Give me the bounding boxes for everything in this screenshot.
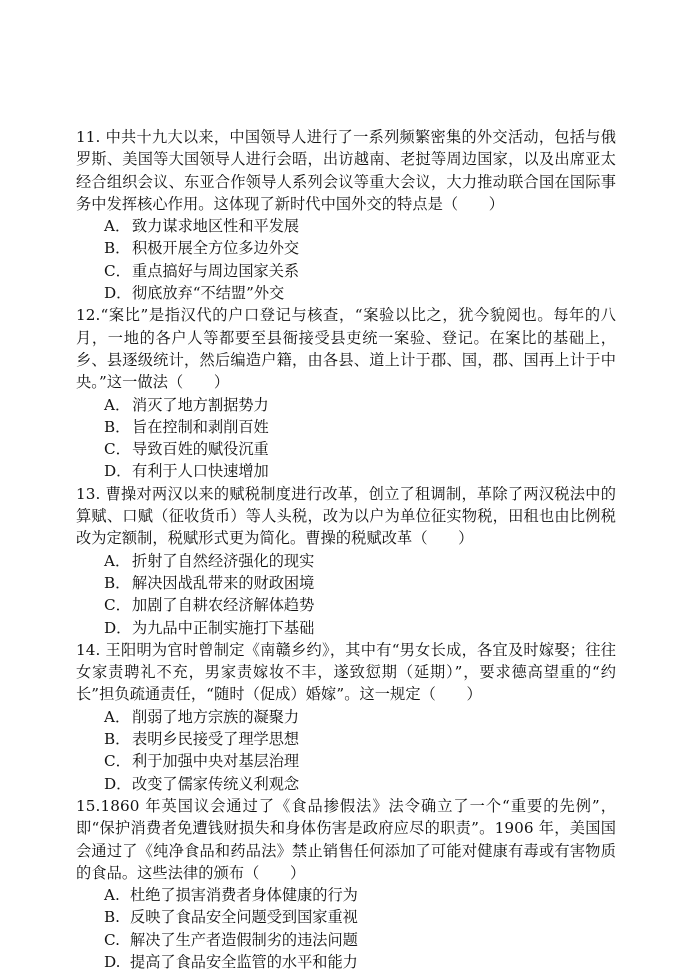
option-text: 彻底放弃“不结盟”外交	[132, 284, 285, 303]
exam-page	[76, 126, 616, 973]
option-letter: C．	[104, 596, 131, 615]
option-b	[76, 237, 616, 259]
option-letter: A．	[104, 551, 131, 570]
option-c	[76, 438, 616, 460]
option-b	[76, 728, 616, 750]
option-letter: B．	[104, 573, 131, 592]
option-c	[76, 929, 616, 951]
option-d	[76, 617, 616, 639]
option-c	[76, 260, 616, 282]
question-stem: 13. 曹操对两汉以来的赋税制度进行改革，创立了租调制，革除了两汉税法中的算赋、口赋（征收货币）等人头税，改为以户为单位征实物税，田租也由比例税改为定额制，税赋形式更为简化。曹操的税赋改革（ ）	[76, 484, 616, 548]
option-text: 为九品中正制实施打下基础	[132, 618, 315, 637]
option-text: 反映了食品安全问题受到国家重视	[130, 908, 358, 927]
question-stem: 14. 王阳明为官时曾制定《南赣乡约》，其中有“男女长成，各宜及时嫁娶；往往女家责聘礼不充，男家责嫁妆不丰，遂致愆期（延期）”，要求德高望重的“约长”担负疏通责任，“随时（促成）婚嫁”。这一规定（ ）	[76, 640, 616, 704]
option-letter: C.	[104, 930, 120, 949]
option-c	[76, 594, 616, 616]
option-text: 致力谋求地区性和平发展	[132, 217, 300, 236]
option-b	[76, 906, 616, 928]
option-letter: B．	[104, 239, 131, 258]
option-text: 杜绝了损害消费者身体健康的行为	[130, 886, 358, 905]
option-d	[76, 951, 616, 973]
option-text: 旨在控制和剥削百姓	[132, 417, 269, 436]
option-text: 导致百姓的赋役沉重	[132, 440, 269, 459]
option-letter: D.	[104, 952, 121, 971]
option-text: 有利于人口快速增加	[132, 462, 269, 481]
question-13	[76, 483, 616, 639]
option-letter: C．	[104, 752, 131, 771]
option-a	[76, 884, 616, 906]
option-letter: D．	[104, 462, 132, 481]
option-letter: B.	[104, 908, 120, 927]
option-letter: D．	[104, 774, 132, 793]
option-list	[76, 706, 616, 795]
option-c	[76, 750, 616, 772]
option-text: 积极开展全方位多边外交	[132, 239, 300, 258]
question-11	[76, 126, 616, 304]
question-stem: 11. 中共十九大以来，中国领导人进行了一系列频繁密集的外交活动，包括与俄罗斯、美国等大国领导人进行会晤，出访越南、老挝等周边国家，以及出席亚太经合组织会议、东亚合作领导人系列会议等重大会议，大力推动联合国在国际事务中发挥核心作用。这体现了新时代中国外交的特点是（ ）	[76, 128, 616, 213]
option-text: 提高了食品安全监管的水平和能力	[130, 952, 358, 971]
option-text: 利于加强中央对基层治理	[132, 752, 300, 771]
question-stem: 15.1860 年英国议会通过了《食品掺假法》法令确立了一个“重要的先例”，即“保护消费者免遭钱财损失和身体伤害是政府应尽的职责”。1906 年，美国国会通过了《纯净食品和药品法》禁止销售任何添加了可能对健康有毒或有害物质的食品。这些法律的颁布（ ）	[76, 796, 616, 882]
option-a	[76, 550, 616, 572]
question-14	[76, 639, 616, 795]
option-text: 重点搞好与周边国家关系	[132, 261, 300, 280]
option-list	[76, 550, 616, 639]
option-text: 消灭了地方割据势力	[132, 395, 269, 414]
option-b	[76, 416, 616, 438]
option-b	[76, 572, 616, 594]
option-letter: C．	[104, 261, 131, 280]
option-letter: C．	[104, 440, 131, 459]
option-a	[76, 706, 616, 728]
option-text: 加剧了自耕农经济解体趋势	[132, 596, 315, 615]
option-list	[76, 215, 616, 304]
option-d	[76, 460, 616, 482]
option-d	[76, 282, 616, 304]
option-text: 削弱了地方宗族的凝聚力	[132, 707, 300, 726]
option-d	[76, 773, 616, 795]
option-letter: A．	[104, 707, 131, 726]
option-letter: D．	[104, 284, 132, 303]
question-12	[76, 304, 616, 482]
option-letter: B．	[104, 417, 131, 436]
option-a	[76, 215, 616, 237]
option-letter: A.	[104, 886, 120, 905]
question-15	[76, 795, 616, 973]
option-text: 解决了生产者造假制劣的违法问题	[130, 930, 358, 949]
option-list	[76, 394, 616, 483]
option-letter: D．	[104, 618, 132, 637]
option-text: 表明乡民接受了理学思想	[132, 730, 300, 749]
option-letter: A．	[104, 395, 131, 414]
option-text: 改变了儒家传统义利观念	[132, 774, 300, 793]
option-a	[76, 394, 616, 416]
option-text: 解决因战乱带来的财政困境	[132, 573, 315, 592]
option-list	[76, 884, 616, 973]
option-letter: A．	[104, 217, 131, 236]
question-stem: 12.“案比”是指汉代的户口登记与核查，“案验以比之，犹今貌阅也。每年的八月，一地的各户人等都要至县衙接受县吏统一案验、登记。在案比的基础上，乡、县逐级统计，然后编造户籍，由各县、道上计于郡、国，郡、国再上计于中央。”这一做法（ ）	[76, 306, 616, 392]
option-text: 折射了自然经济强化的现实	[132, 551, 315, 570]
option-letter: B．	[104, 730, 131, 749]
